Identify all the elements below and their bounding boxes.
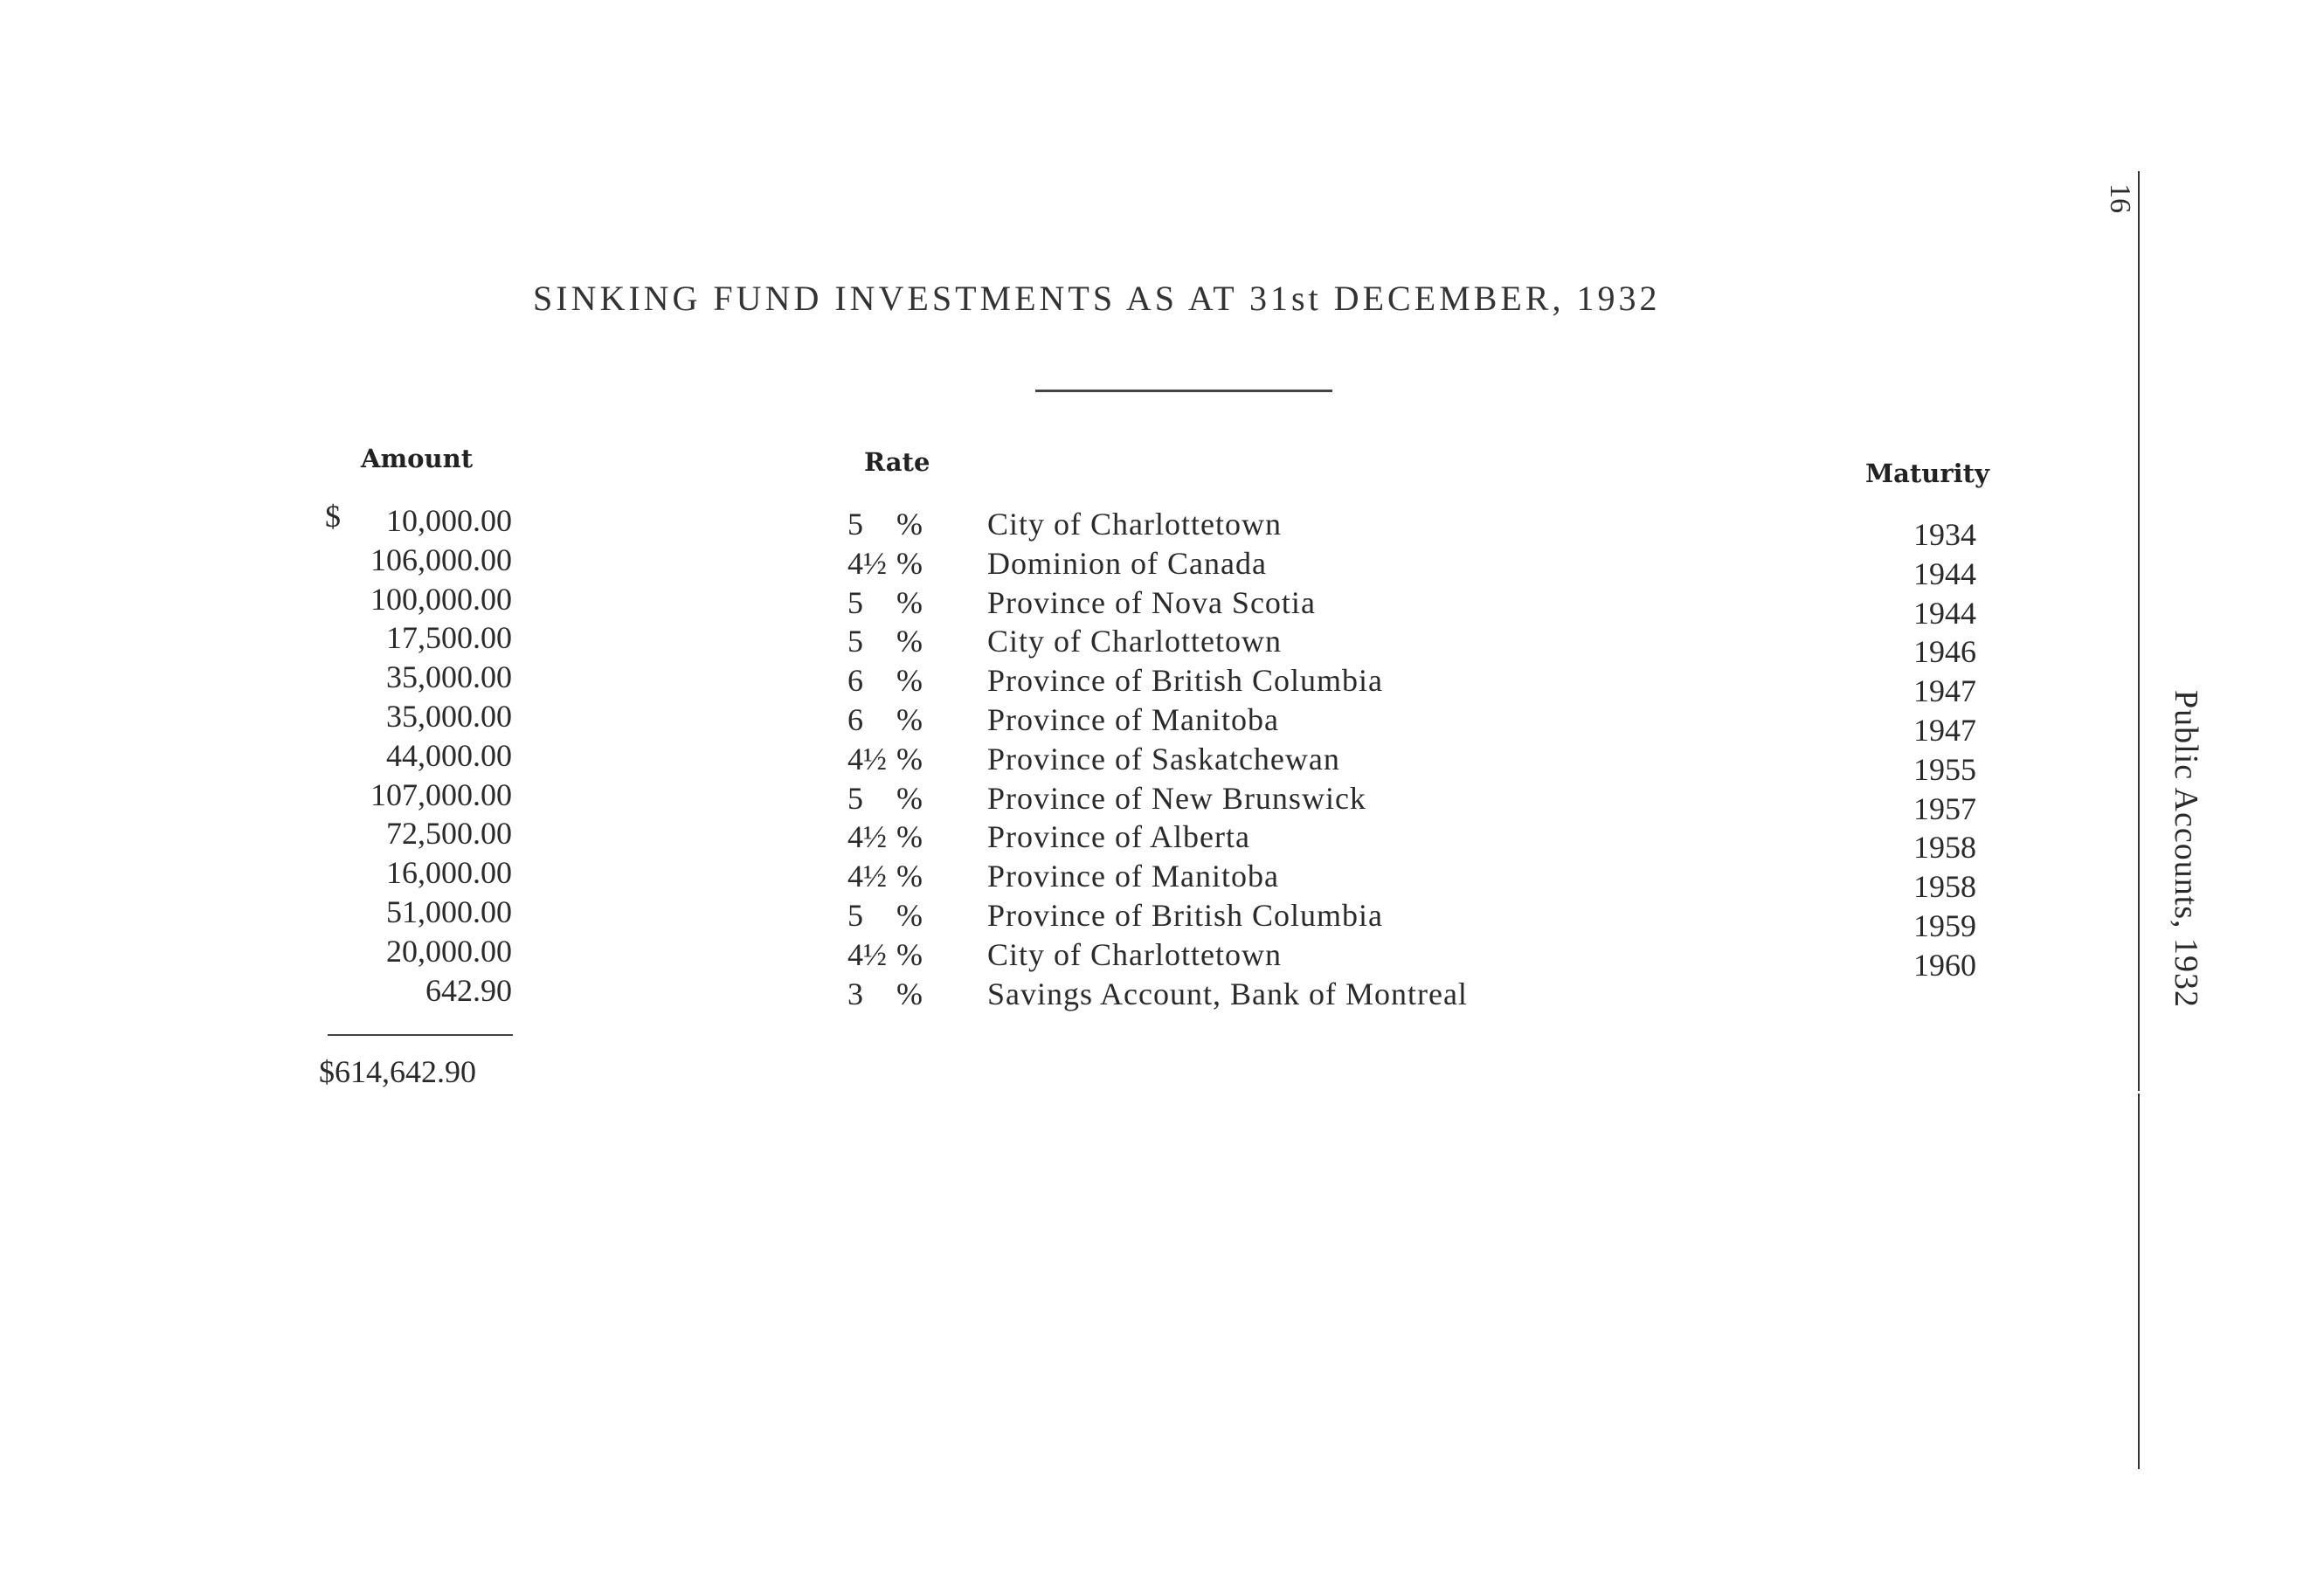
- header-amount: Amount: [361, 444, 474, 473]
- total-amount: $614,642.90: [319, 1054, 476, 1089]
- rate-cell: [847, 935, 923, 974]
- rate-percent: %: [896, 507, 923, 542]
- rate-percent: %: [896, 546, 923, 581]
- rate-percent: %: [896, 781, 923, 816]
- amount-cell: 17,500.00: [386, 620, 512, 655]
- maturity-cell: 1957: [1913, 791, 1976, 826]
- rate-value: 5: [847, 898, 863, 933]
- amount-cell: 100,000.00: [370, 582, 512, 617]
- amount-cell: 16,000.00: [386, 855, 512, 890]
- rate-cell: [847, 857, 923, 895]
- description-cell: Savings Account, Bank of Montreal: [987, 976, 1468, 1011]
- maturity-cell: 1958: [1913, 830, 1976, 865]
- amount-cell: 44,000.00: [386, 738, 512, 773]
- amount-column: [315, 501, 512, 1025]
- header-maturity: Maturity: [1865, 459, 1989, 488]
- amount-cell: 51,000.00: [386, 894, 512, 929]
- amount-cell: 35,000.00: [386, 699, 512, 734]
- rate-value: 5: [847, 624, 863, 659]
- maturity-cell: 1944: [1913, 556, 1976, 591]
- amount-cell: 10,000.00: [386, 503, 512, 538]
- side-rule-top: [2138, 171, 2140, 1091]
- maturity-cell: 1959: [1913, 908, 1976, 943]
- rate-value: 6: [847, 702, 863, 737]
- description-cell: Province of Manitoba: [987, 859, 1279, 894]
- description-column: [987, 505, 1669, 1029]
- rate-column: [847, 505, 961, 1029]
- amount-cell: 72,500.00: [386, 816, 512, 851]
- description-cell: Province of Manitoba: [987, 702, 1279, 737]
- rate-cell: [847, 661, 923, 700]
- description-cell: City of Charlottetown: [987, 937, 1282, 972]
- rate-value: 3: [847, 976, 863, 1011]
- rate-cell: [847, 975, 923, 1013]
- rate-value: 4½: [847, 546, 887, 581]
- maturity-column: [1887, 515, 2009, 1039]
- description-cell: Dominion of Canada: [987, 546, 1267, 581]
- amount-cell: 642.90: [425, 973, 512, 1008]
- sum-rule: [328, 1034, 513, 1036]
- rate-value: 4½: [847, 937, 887, 972]
- side-rule-bottom: [2138, 1094, 2140, 1469]
- maturity-cell: 1944: [1913, 596, 1976, 631]
- rate-cell: [847, 622, 923, 660]
- rate-cell: [847, 740, 923, 778]
- maturity-cell: 1955: [1913, 752, 1976, 787]
- rate-value: 4½: [847, 742, 887, 776]
- rate-value: 5: [847, 585, 863, 620]
- rate-percent: %: [896, 585, 923, 620]
- rate-value: 5: [847, 781, 863, 816]
- description-cell: Province of British Columbia: [987, 663, 1383, 698]
- dollar-sign: $: [325, 499, 341, 534]
- rate-cell: [847, 700, 923, 739]
- amount-cell: 20,000.00: [386, 934, 512, 969]
- maturity-cell: 1934: [1913, 517, 1976, 552]
- rate-percent: %: [896, 976, 923, 1011]
- rate-cell: [847, 779, 923, 818]
- title-rule: [1035, 390, 1332, 392]
- description-cell: City of Charlottetown: [987, 507, 1282, 542]
- side-title: Public Accounts, 1932: [2168, 690, 2204, 1009]
- rate-percent: %: [896, 819, 923, 854]
- rate-percent: %: [896, 702, 923, 737]
- rate-value: 4½: [847, 819, 887, 854]
- rate-percent: %: [896, 898, 923, 933]
- description-cell: Province of Saskatchewan: [987, 742, 1340, 776]
- maturity-cell: 1946: [1913, 634, 1976, 669]
- rate-cell: [847, 505, 923, 543]
- amount-cell: 106,000.00: [370, 542, 512, 577]
- description-cell: Province of Nova Scotia: [987, 585, 1316, 620]
- page-number: 16: [2104, 183, 2136, 213]
- maturity-cell: 1947: [1913, 713, 1976, 748]
- description-cell: Province of British Columbia: [987, 898, 1383, 933]
- rate-percent: %: [896, 937, 923, 972]
- description-cell: Province of New Brunswick: [987, 781, 1366, 816]
- maturity-cell: 1958: [1913, 869, 1976, 904]
- rate-percent: %: [896, 663, 923, 698]
- rate-percent: %: [896, 742, 923, 776]
- maturity-cell: 1960: [1913, 948, 1976, 983]
- amount-cell: 35,000.00: [386, 659, 512, 694]
- maturity-cell: 1947: [1913, 673, 1976, 708]
- rate-value: 4½: [847, 859, 887, 894]
- header-rate: Rate: [864, 447, 930, 477]
- document-title: SINKING FUND INVESTMENTS AS AT 31st DECEMBER, 1932: [533, 279, 1661, 318]
- rate-cell: [847, 896, 923, 935]
- rate-cell: [847, 818, 923, 856]
- rate-cell: [847, 583, 923, 622]
- rate-value: 5: [847, 507, 863, 542]
- rate-cell: [847, 544, 923, 583]
- rate-percent: %: [896, 624, 923, 659]
- amount-cell: 107,000.00: [370, 777, 512, 812]
- description-cell: City of Charlottetown: [987, 624, 1282, 659]
- description-cell: Province of Alberta: [987, 819, 1250, 854]
- rate-value: 6: [847, 663, 863, 698]
- rate-percent: %: [896, 859, 923, 894]
